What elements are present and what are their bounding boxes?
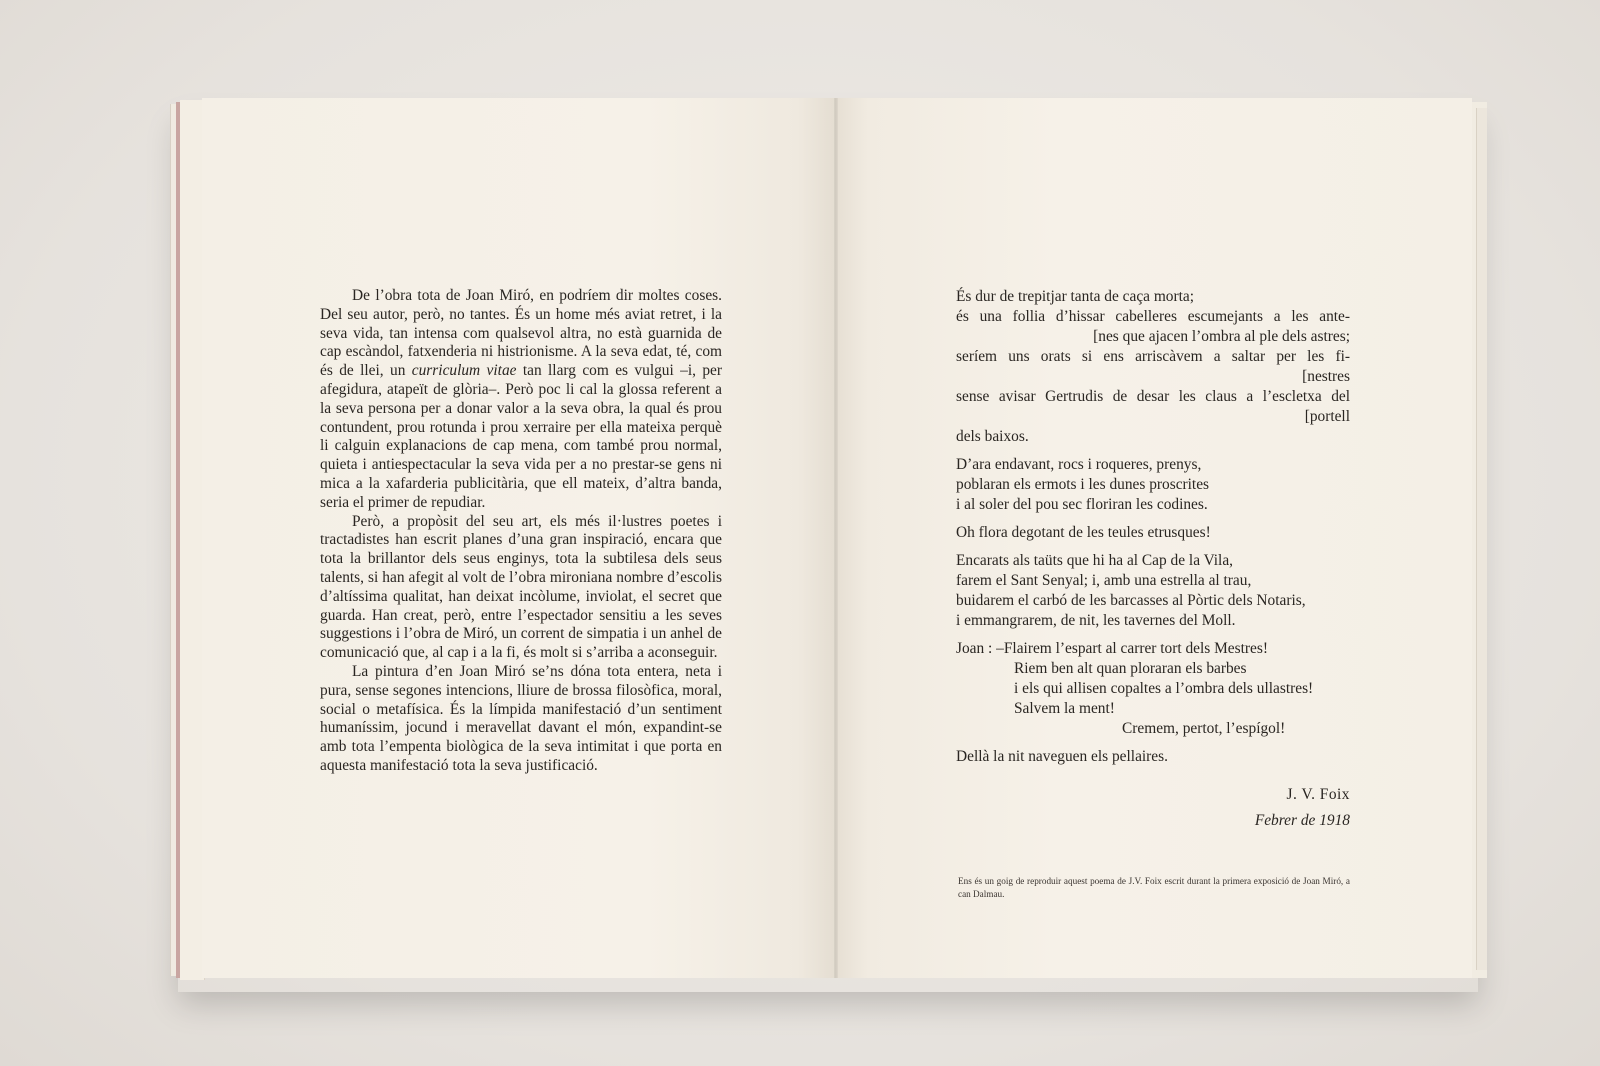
poem-line: i al soler del pou sec floriran les codines. bbox=[956, 496, 1208, 513]
poem-signature bbox=[956, 785, 1350, 831]
poem-line: buidarem el carbó de les barcasses al Pòrtic dels Notaris, bbox=[956, 592, 1306, 609]
poem-line: [nes que ajacen l’ombra al ple dels astres; bbox=[1093, 328, 1350, 345]
poem-line: D’ara endavant, rocs i roqueres, prenys, bbox=[956, 456, 1202, 473]
poem-line: Encarats als taüts que hi ha al Cap de la Vila, bbox=[956, 552, 1234, 569]
poem-line: i emmangrarem, de nit, les tavernes del Moll. bbox=[956, 612, 1236, 629]
poem-line: Oh flora degotant de les teules etrusques! bbox=[956, 524, 1211, 541]
poem-line: seríem uns orats si ens arriscàvem a saltar per les fi- bbox=[956, 348, 1350, 365]
essay-paragraph-1-italic: curriculum vitae bbox=[411, 362, 517, 380]
poem-line: sense avisar Gertrudis de desar les claus a l’escletxa del bbox=[956, 388, 1350, 405]
essay-paragraph-1 bbox=[320, 287, 722, 513]
poem-stanza bbox=[956, 523, 1350, 543]
poem-stanza bbox=[956, 747, 1350, 767]
poem-line: [nestres bbox=[1302, 368, 1350, 385]
poem-line: farem el Sant Senyal; i, amb una estrella al trau, bbox=[956, 572, 1252, 589]
poem-line: dels baixos. bbox=[956, 428, 1029, 445]
poem bbox=[956, 287, 1350, 831]
author-name: J. V. Foix bbox=[1286, 786, 1350, 803]
poem-line: Joan : –Flairem l’espart al carrer tort dels Mestres! bbox=[956, 640, 1268, 657]
poem-line: i els qui allisen copaltes a l’ombra dels ullastres! bbox=[1014, 680, 1314, 697]
poem-stanza bbox=[956, 455, 1350, 515]
poem-line: poblaran els ermots i les dunes proscrites bbox=[956, 476, 1210, 493]
poem-stanzas bbox=[956, 287, 1350, 767]
essay-paragraph-1-end: tan llarg com es vulgui –i, per afegidura, atapeït de glòria–. Però poc li cal la glossa referent a la seva persona per a donar valor a la seva obra, la qual és prou contundent, prou rotunda i prou xerraire per ella mateixa perquè li calguin explanacions de cap mena, com també prou normal, quieta i antiespectacular la seva vida per a no prestar-se gens ni mica a la xafarderia publicitària, que ell mateix, d’altra banda, seria el primer de repudiar. bbox=[320, 362, 722, 511]
poem-line: [portell bbox=[1304, 408, 1350, 425]
poem-line: Dellà la nit naveguen els pellaires. bbox=[956, 748, 1168, 765]
poem-line: És dur de trepitjar tanta de caça morta; bbox=[956, 288, 1195, 305]
essay-text bbox=[320, 287, 722, 776]
poem-date: Febrer de 1918 bbox=[1254, 812, 1350, 829]
poem-stanza bbox=[956, 639, 1350, 739]
essay-paragraph-1-start: De l’obra tota de Joan Miró, en podríem dir moltes coses. Del seu autor, però, no tantes. És un home més aviat retret, i la seva vida, tan intensa com qualsevol altra, no està guarnida de cap escàndol, fatxenderia ni histrionisme. A la seva edat, té, com és de llei, un bbox=[320, 287, 722, 380]
poem-line: és una follia d’hissar cabelleres escumejants a les ante- bbox=[956, 308, 1350, 325]
poem-stanza bbox=[956, 551, 1350, 631]
book-gutter bbox=[834, 98, 838, 978]
essay-paragraph-3: La pintura d’en Joan Miró se’ns dóna tota entera, neta i pura, sense segones intencions, lliure de brossa filosòfica, moral, social o metafísica. És la límpida manifestació d’un sentiment humaníssim, jocund i meravellat davant el món, expandint-se amb tota l’empenta biològica de la seva intimitat i que porta en aquesta manifestació tota la seva justificació. bbox=[320, 662, 722, 774]
poem-line: Cremem, pertot, l’espígol! bbox=[1122, 720, 1286, 737]
footnote: Ens és un goig de reproduir aquest poema de J.V. Foix escrit durant la primera exposició de Joan Miró, a can Dalmau. bbox=[958, 876, 1350, 899]
poem-line: Salvem la ment! bbox=[1014, 700, 1115, 717]
poem-stanza bbox=[956, 287, 1350, 447]
poem-line: Riem ben alt quan ploraran els barbes bbox=[1014, 660, 1247, 677]
essay-paragraph-2: Però, a propòsit del seu art, els més il·lustres poetes i tractadistes han escrit planes d’una gran inspiració, encara que tota la brillantor dels seus enginys, tota la subtilesa dels seus talents, si han afegit al volt de l’obra mironiana nombre d’escolis d’altíssima qualitat, han deixat incòlume, inviolat, el secret que guarda. Han creat, però, entre l’espectador sensitiu a les seves suggestions i l’obra de Miró, un corrent de simpatia i un anhel de comunicació que, al cap i a la fi, és molt si s’arriba a aconseguir. bbox=[320, 512, 722, 662]
page-edge-right bbox=[1476, 108, 1487, 970]
